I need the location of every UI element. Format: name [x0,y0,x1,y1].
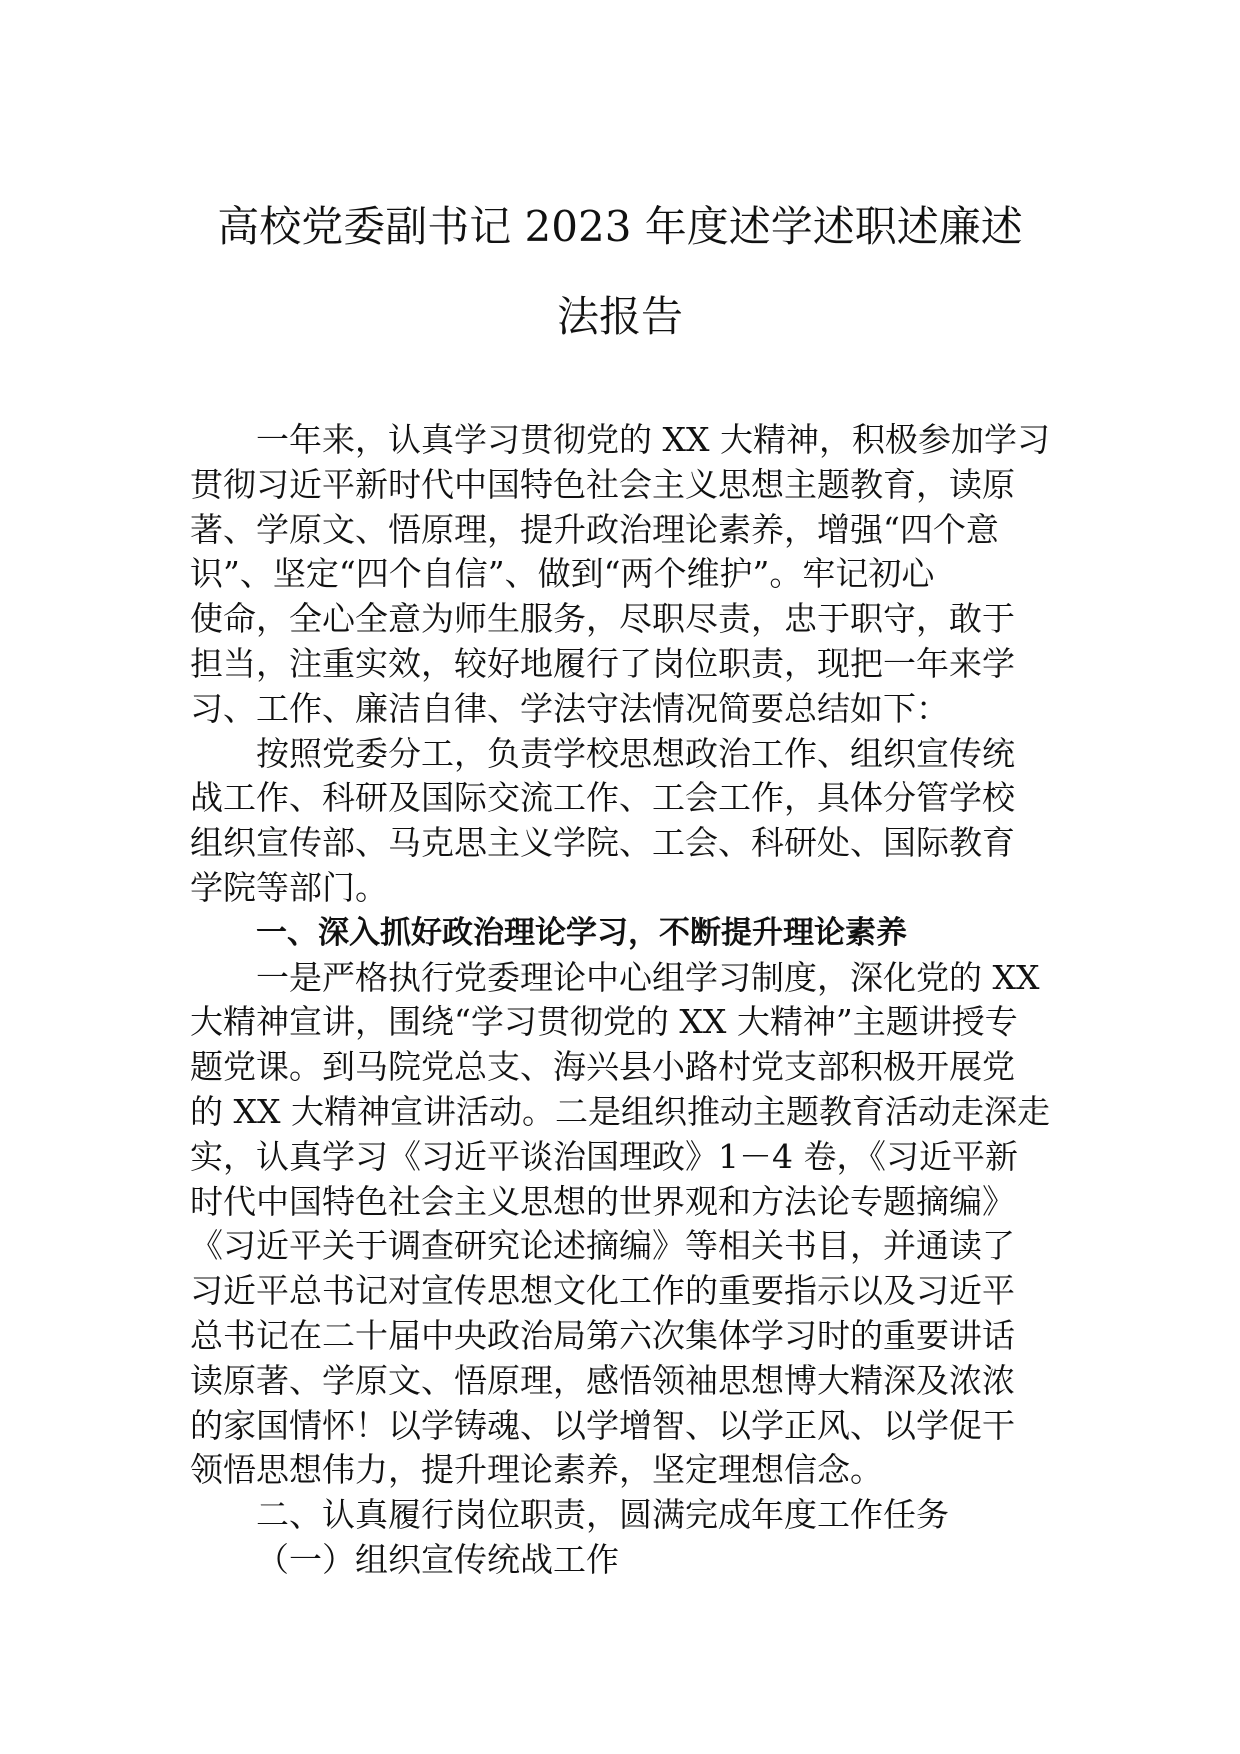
paragraph-line: 贯彻习近平新时代中国特色社会主义思想主题教育，读原 [190,464,1015,504]
paragraph-line: 学院等部门。 [190,867,388,907]
paragraph-line: 习、工作、廉洁自律、学法守法情况简要总结如下： [190,688,949,728]
section-heading: 二、认真履行岗位职责，圆满完成年度工作任务 [256,1495,949,1535]
paragraph-line: 按照党委分工，负责学校思想政治工作、组织宣传统 [256,733,1015,773]
paragraph-line: 《习近平关于调查研究论述摘编》等相关书目，并通读了 [190,1226,1015,1266]
paragraph-line: 组织宣传部、马克思主义学院、工会、科研处、国际教育 [190,823,1015,863]
paragraph-line: 一是严格执行党委理论中心组学习制度，深化党的 XX [256,957,1040,997]
paragraph-line: 著、学原文、悟原理，提升政治理论素养，增强“四个意 [190,509,999,549]
document-title [190,182,1050,362]
paragraph-line: 总书记在二十届中央政治局第六次集体学习时的重要讲话 [190,1315,1015,1355]
title-line-1: 高校党委副书记 2023 年度述学述职述廉述 [217,202,1023,251]
paragraph-line: 使命，全心全意为师生服务，尽职尽责，忠于职守，敢于 [190,599,1015,639]
title-line-2: 法报告 [556,292,683,341]
paragraph-line: 时代中国特色社会主义思想的世界观和方法论专题摘编》 [190,1181,1015,1221]
subsection-heading: （一）组织宣传统战工作 [256,1539,619,1579]
paragraph-line: 大精神宣讲，围绕“学习贯彻党的 XX 大精神”主题讲授专 [190,1002,1018,1042]
section-heading: 一、深入抓好政治理论学习，不断提升理论素养 [256,914,907,951]
paragraph-line: 一年来，认真学习贯彻党的 XX 大精神，积极参加学习 [256,420,1050,459]
paragraph-line: 题党课。到马院党总支、海兴县小路村党支部积极开展党 [190,1047,1015,1087]
paragraph-line: 战工作、科研及国际交流工作、工会工作，具体分管学校 [190,778,1015,818]
paragraph-line: 读原著、学原文、悟原理，感悟领袖思想博大精深及浓浓 [190,1360,1015,1400]
paragraph-line: 领悟思想伟力，提升理论素养，坚定理想信念。 [190,1450,883,1490]
paragraph-line: 习近平总书记对宣传思想文化工作的重要指示以及习近平 [190,1271,1015,1311]
paragraph-line: 的家国情怀！以学铸魂、以学增智、以学正风、以学促干 [190,1405,1015,1445]
document-body [190,418,1060,1583]
paragraph-line: 识”、坚定“四个自信”、做到“两个维护”。牢记初心 [190,554,935,594]
paragraph-line: 的 XX 大精神宣讲活动。二是组织推动主题教育活动走深走 [190,1091,1050,1131]
paragraph-line: 担当，注重实效，较好地履行了岗位职责，现把一年来学 [190,643,1015,683]
paragraph-line: 实，认真学习《习近平谈治国理政》1－4 卷，《习近平新 [190,1136,1018,1176]
